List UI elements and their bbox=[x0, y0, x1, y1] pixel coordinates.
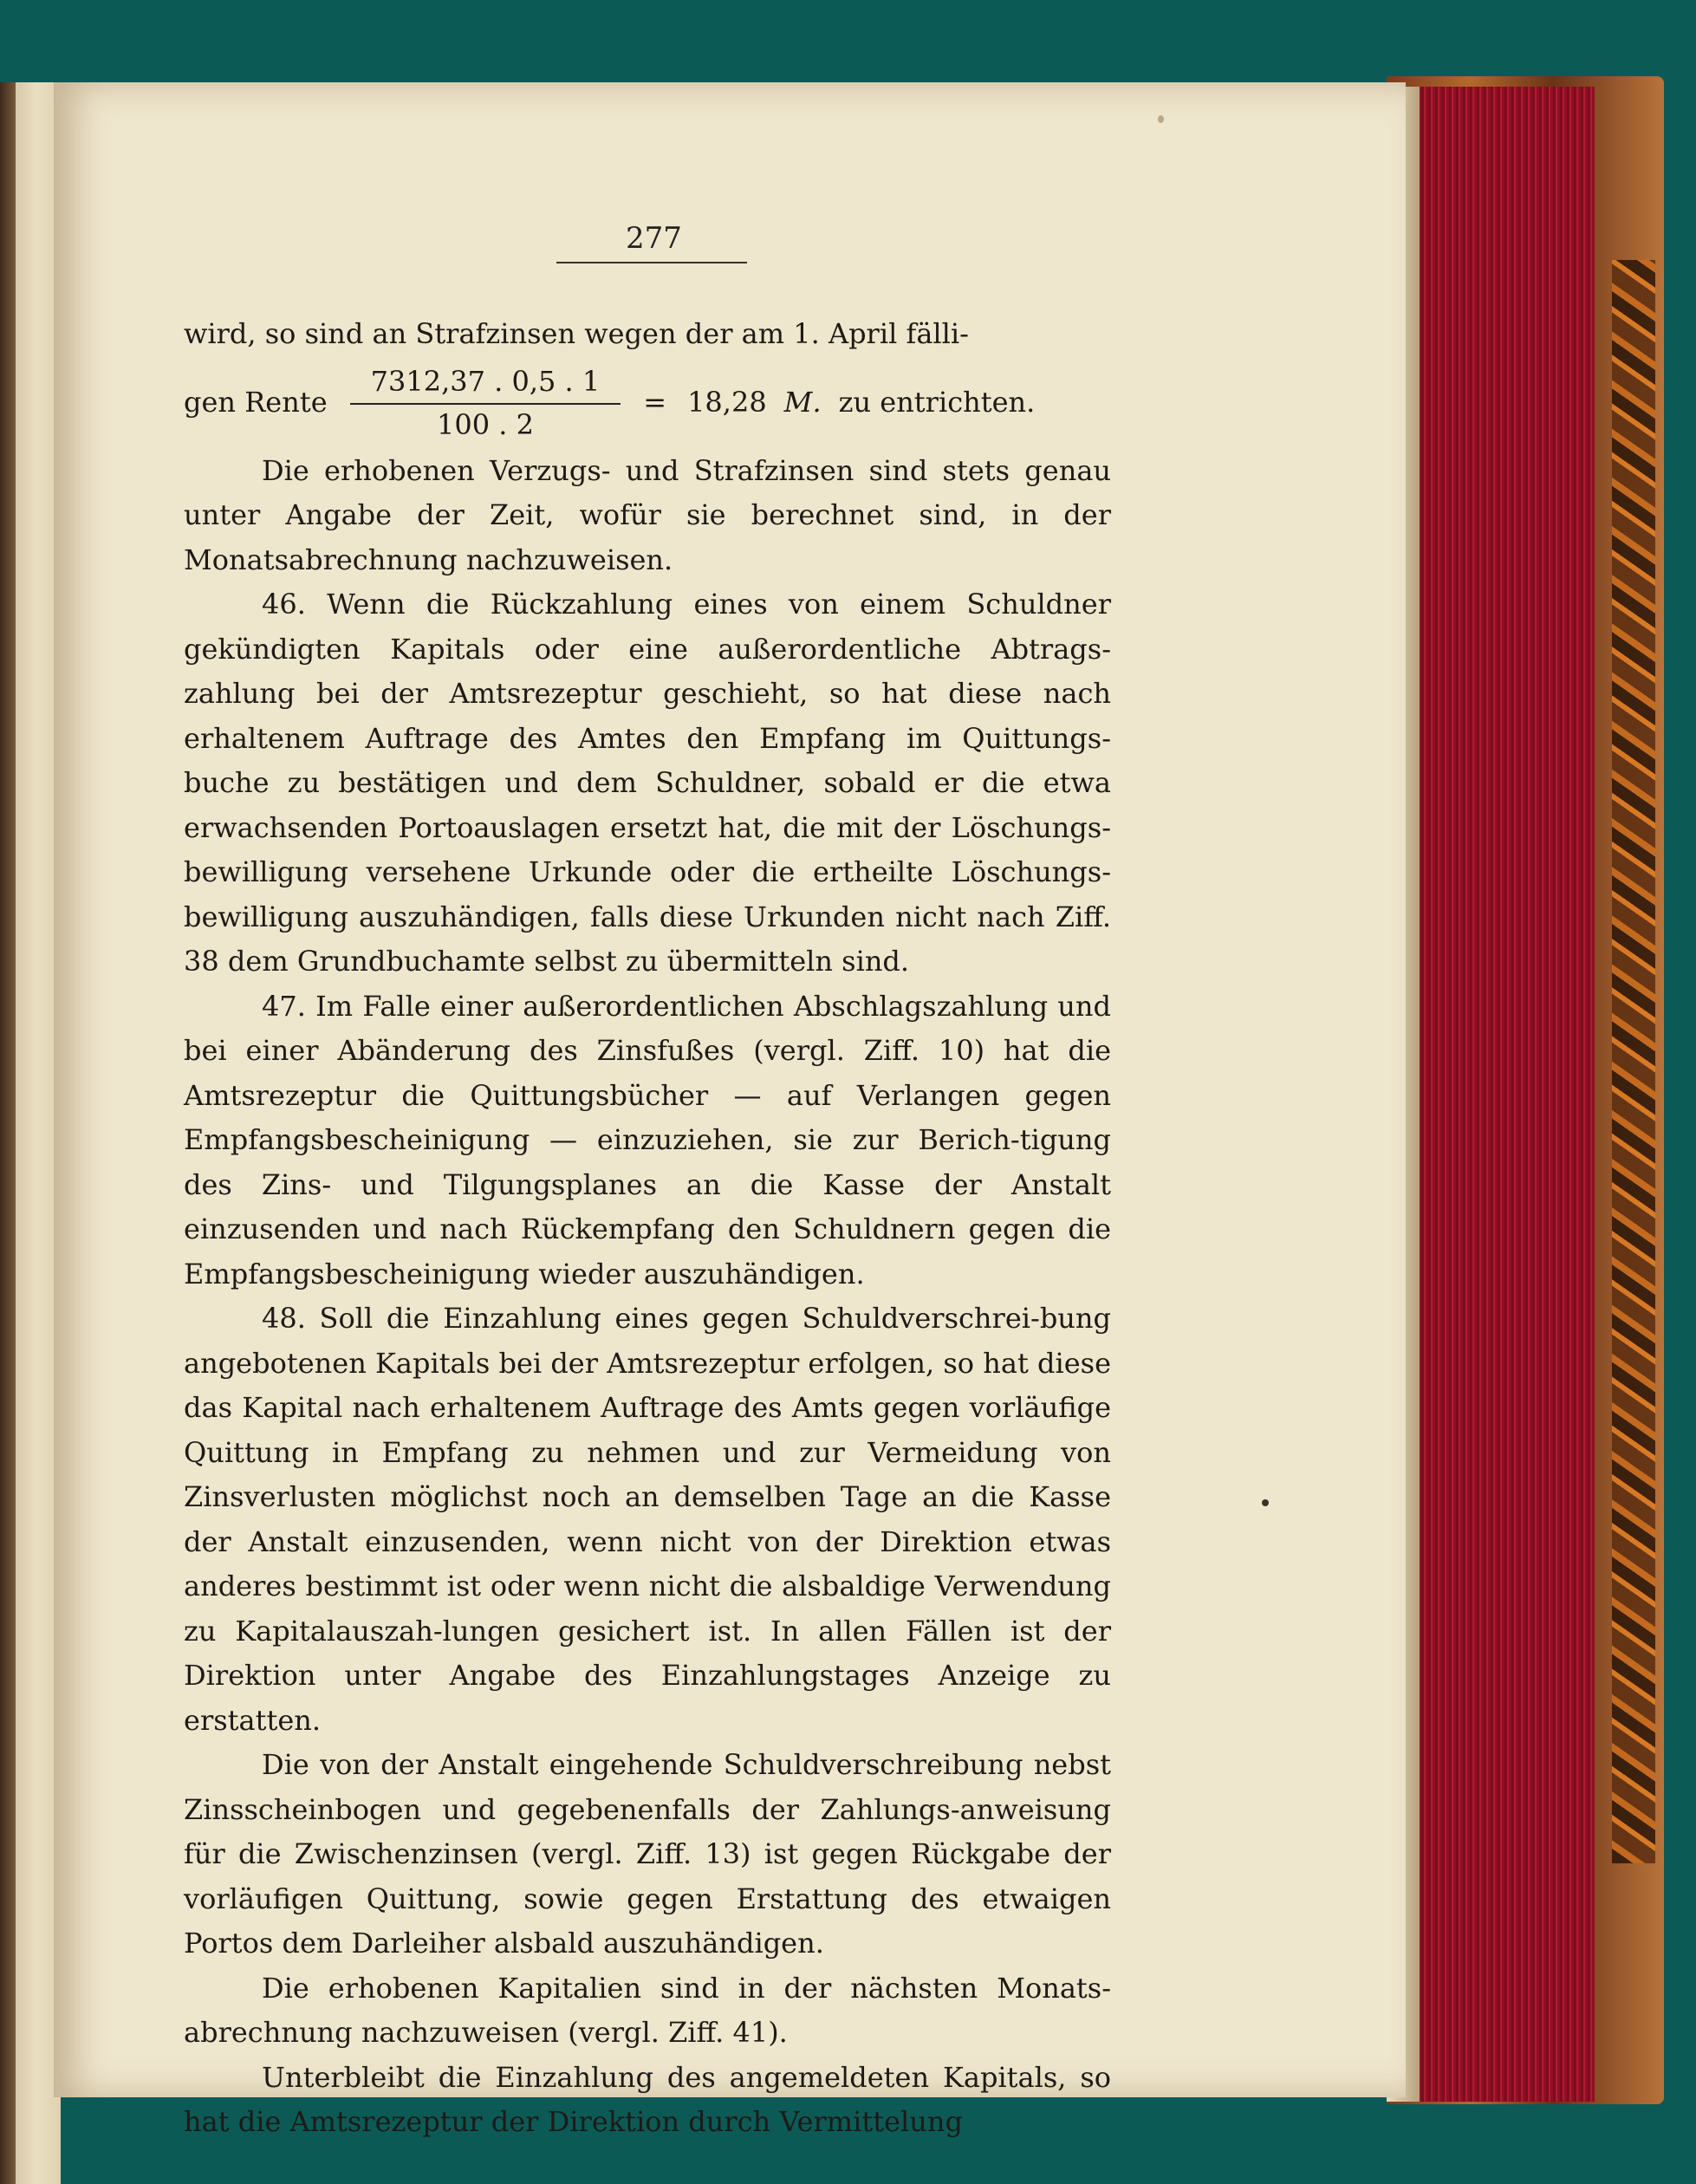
page-number: 277 bbox=[626, 221, 682, 256]
formula-prefix: gen Rente bbox=[184, 385, 328, 419]
paragraph-47: 47. Im Falle einer außerordentlichen Abschlagszahlung und bei einer Abänderung des Zinsfußes (vergl. Ziff. 10) hat die Amtsrezeptur die Quittungsbücher — auf Verlangen gegen Empfangsbescheinigung — einzuziehen, sie zur Berich-tigung des Zins- und Tilgungsplanes an die Kasse der Anstalt einzusenden und nach Rückempfang den Schuldnern gegen die Empfangsbescheinigung wieder auszuhändigen. bbox=[184, 989, 1111, 1290]
formula-fraction bbox=[350, 361, 621, 445]
ink-speck bbox=[1262, 1499, 1269, 1506]
formula-result: 18,28 bbox=[687, 385, 767, 419]
paragraph: Die von der Anstalt eingehende Schuldverschreibung nebst Zinsscheinbogen und gegebenenfalls der Zahlungs-anweisung für die Zwischenzinsen (vergl. Ziff. 13) ist gegen Rückgabe der vorläufigen Quittung, sowie gegen Erstattung des etwaigen Portos dem Darleiher alsbald auszuhändigen. bbox=[184, 1748, 1111, 1960]
interest-formula bbox=[184, 357, 1111, 449]
paragraph: wird, so sind an Strafzinsen wegen der am 1. April fälli- bbox=[184, 317, 969, 350]
marbled-cover-edge bbox=[1612, 260, 1655, 1863]
formula-suffix: zu entrichten. bbox=[838, 385, 1036, 419]
paragraph: Die erhobenen Verzugs- und Strafzinsen sind stets genau unter Angabe der Zeit, wofür sie berechnet sind, in der Monatsabrechnung nachzuweisen. bbox=[184, 453, 1111, 576]
formula-numerator: 7312,37 . 0,5 . 1 bbox=[350, 361, 621, 405]
formula-unit: M. bbox=[783, 385, 822, 419]
paragraph-48: 48. Soll die Einzahlung eines gegen Schuldverschrei-bung angebotenen Kapitals bei der Amtsrezeptur erfolgen, so hat diese das Kapital nach erhaltenem Auftrage des Amts gegen vorläufige Quittung in Empfang zu nehmen und zur Vermeidung von Zinsverlusten möglichst noch an demselben Tage an die Kasse der Anstalt einzusenden, wenn nicht von der Direktion etwas anderes bestimmt ist oder wenn nicht die alsbaldige Verwendung zu Kapitalauszah-lungen gesichert ist. In allen Fällen ist der Direktion unter Angabe des Einzahlungstages Anzeige zu erstatten. bbox=[184, 1302, 1111, 1737]
paragraph: Unterbleibt die Einzahlung des angemeldeten Kapitals, so hat die Amtsrezeptur der Direktion durch Vermittelung bbox=[184, 2060, 1111, 2138]
paper-speck bbox=[1158, 115, 1164, 123]
paragraph-46: 46. Wenn die Rückzahlung eines von einem Schuldner gekündigten Kapitals oder eine außerordentliche Abtrags-zahlung bei der Amtsrezeptur geschieht, so hat diese nach erhaltenem Auftrage des Amtes den Empfang im Quittungs-buche zu bestätigen und dem Schuldner, sobald er die etwa erwachsenden Portoauslagen ersetzt hat, die mit der Löschungs-bewilligung versehene Urkunde oder die ertheilte Löschungs-bewilligung auszuhändigen, falls diese Urkunden nicht nach Ziff. 38 dem Grundbuchamte selbst zu übermitteln sind. bbox=[184, 588, 1111, 978]
left-cover-edge bbox=[0, 82, 16, 2184]
paragraph: Die erhobenen Kapitalien sind in der nächsten Monats-abrechnung nachzuweisen (vergl. Ziff. 41). bbox=[184, 1971, 1111, 2049]
formula-equals: = bbox=[643, 385, 667, 419]
page-number-rule bbox=[556, 262, 747, 263]
formula-denominator: 100 . 2 bbox=[436, 407, 534, 441]
body-text bbox=[184, 312, 1111, 2145]
